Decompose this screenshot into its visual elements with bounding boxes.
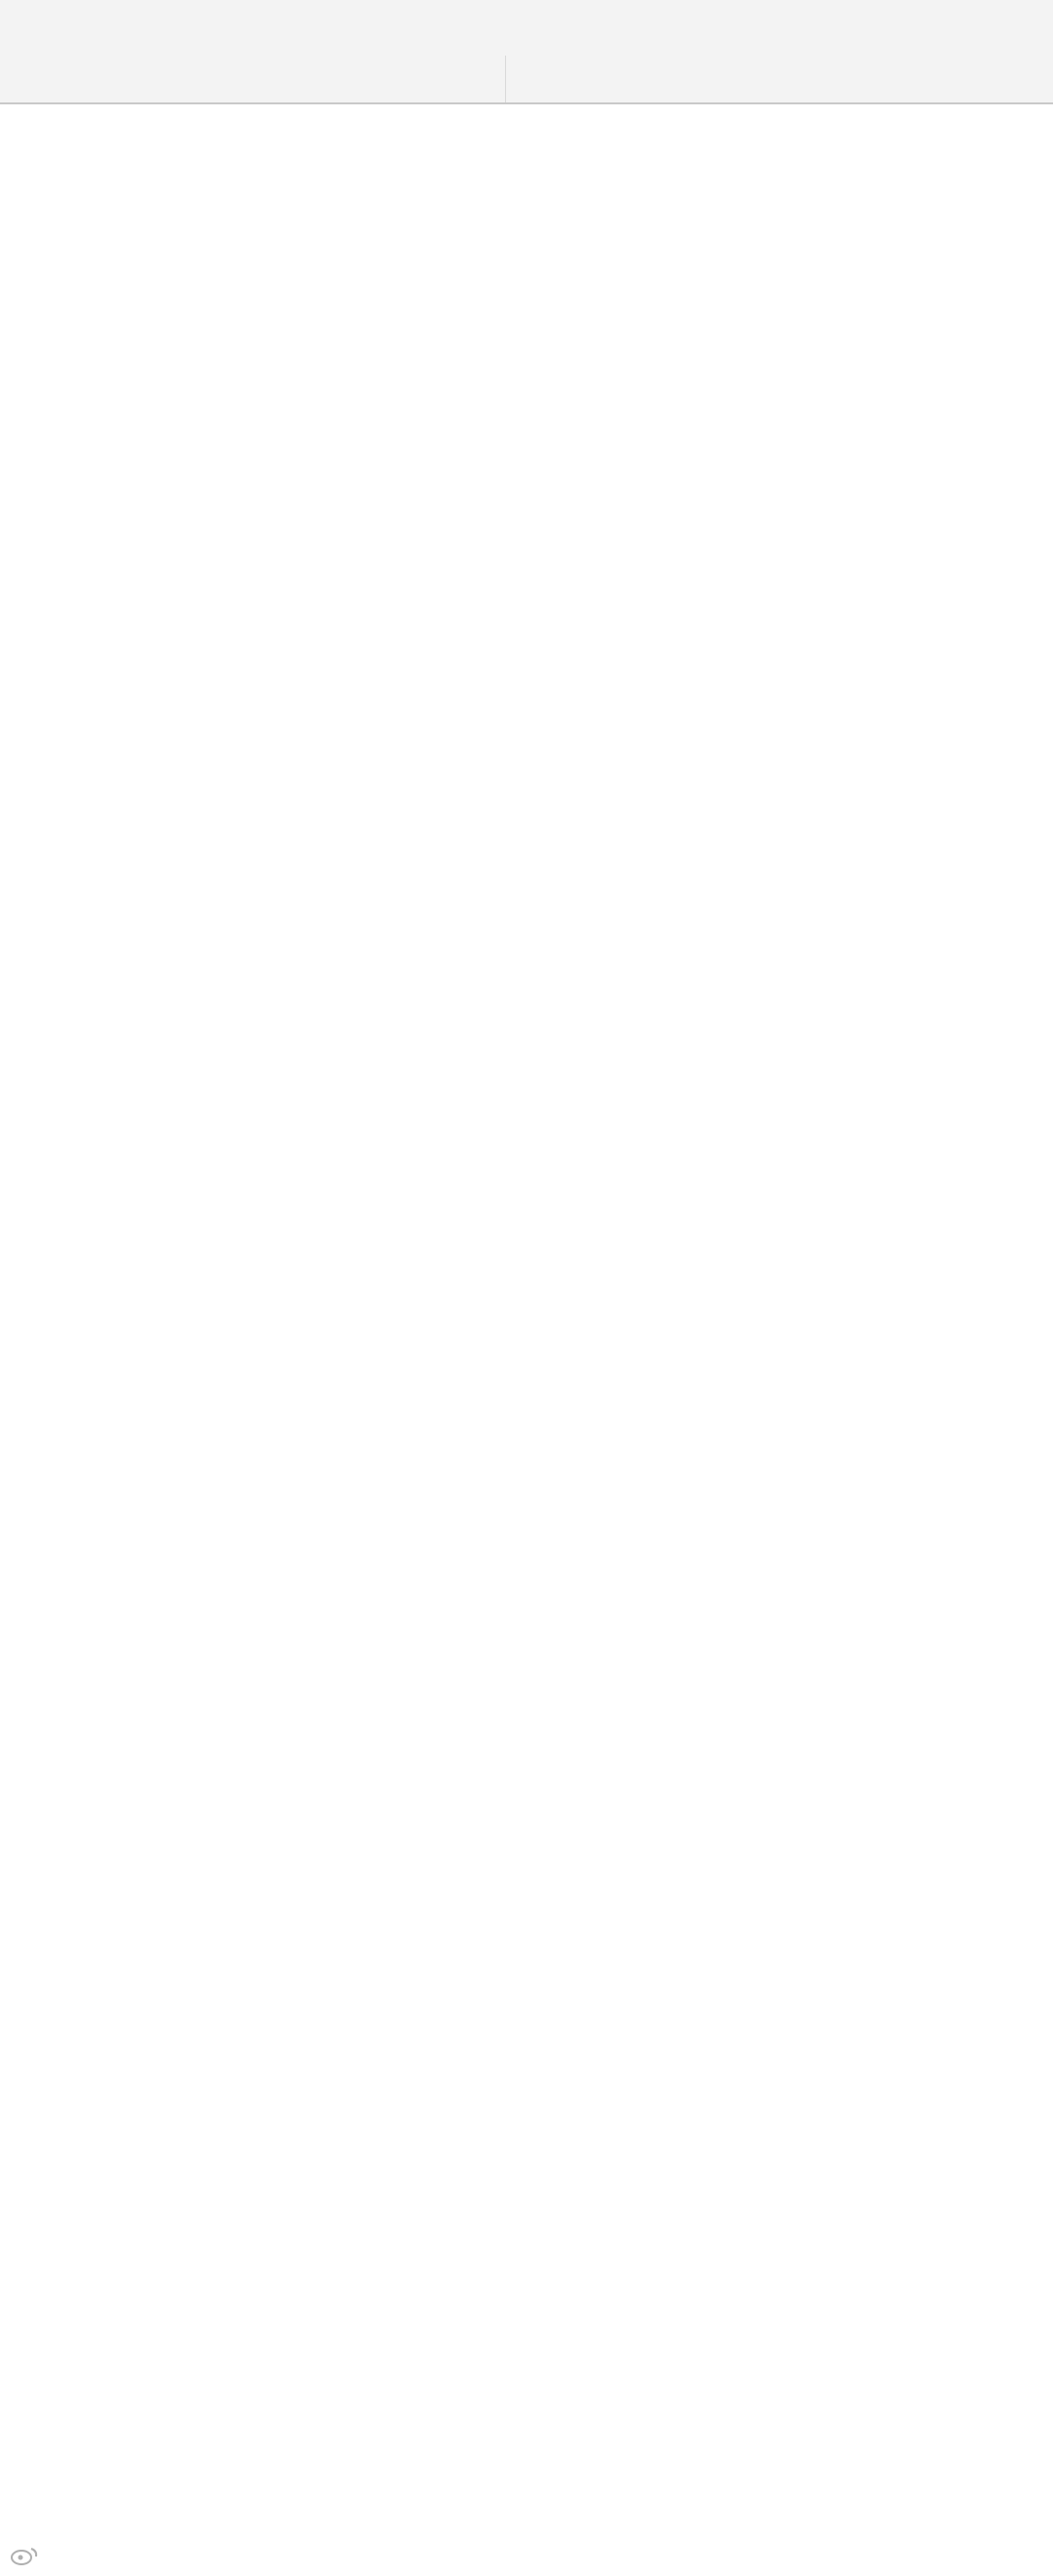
weibo-logo-icon [10, 2546, 39, 2565]
table-header [0, 56, 1053, 104]
header-positions [506, 56, 1053, 102]
header-qualification [0, 56, 506, 102]
table-title [0, 0, 1053, 57]
watermark [10, 2546, 45, 2565]
